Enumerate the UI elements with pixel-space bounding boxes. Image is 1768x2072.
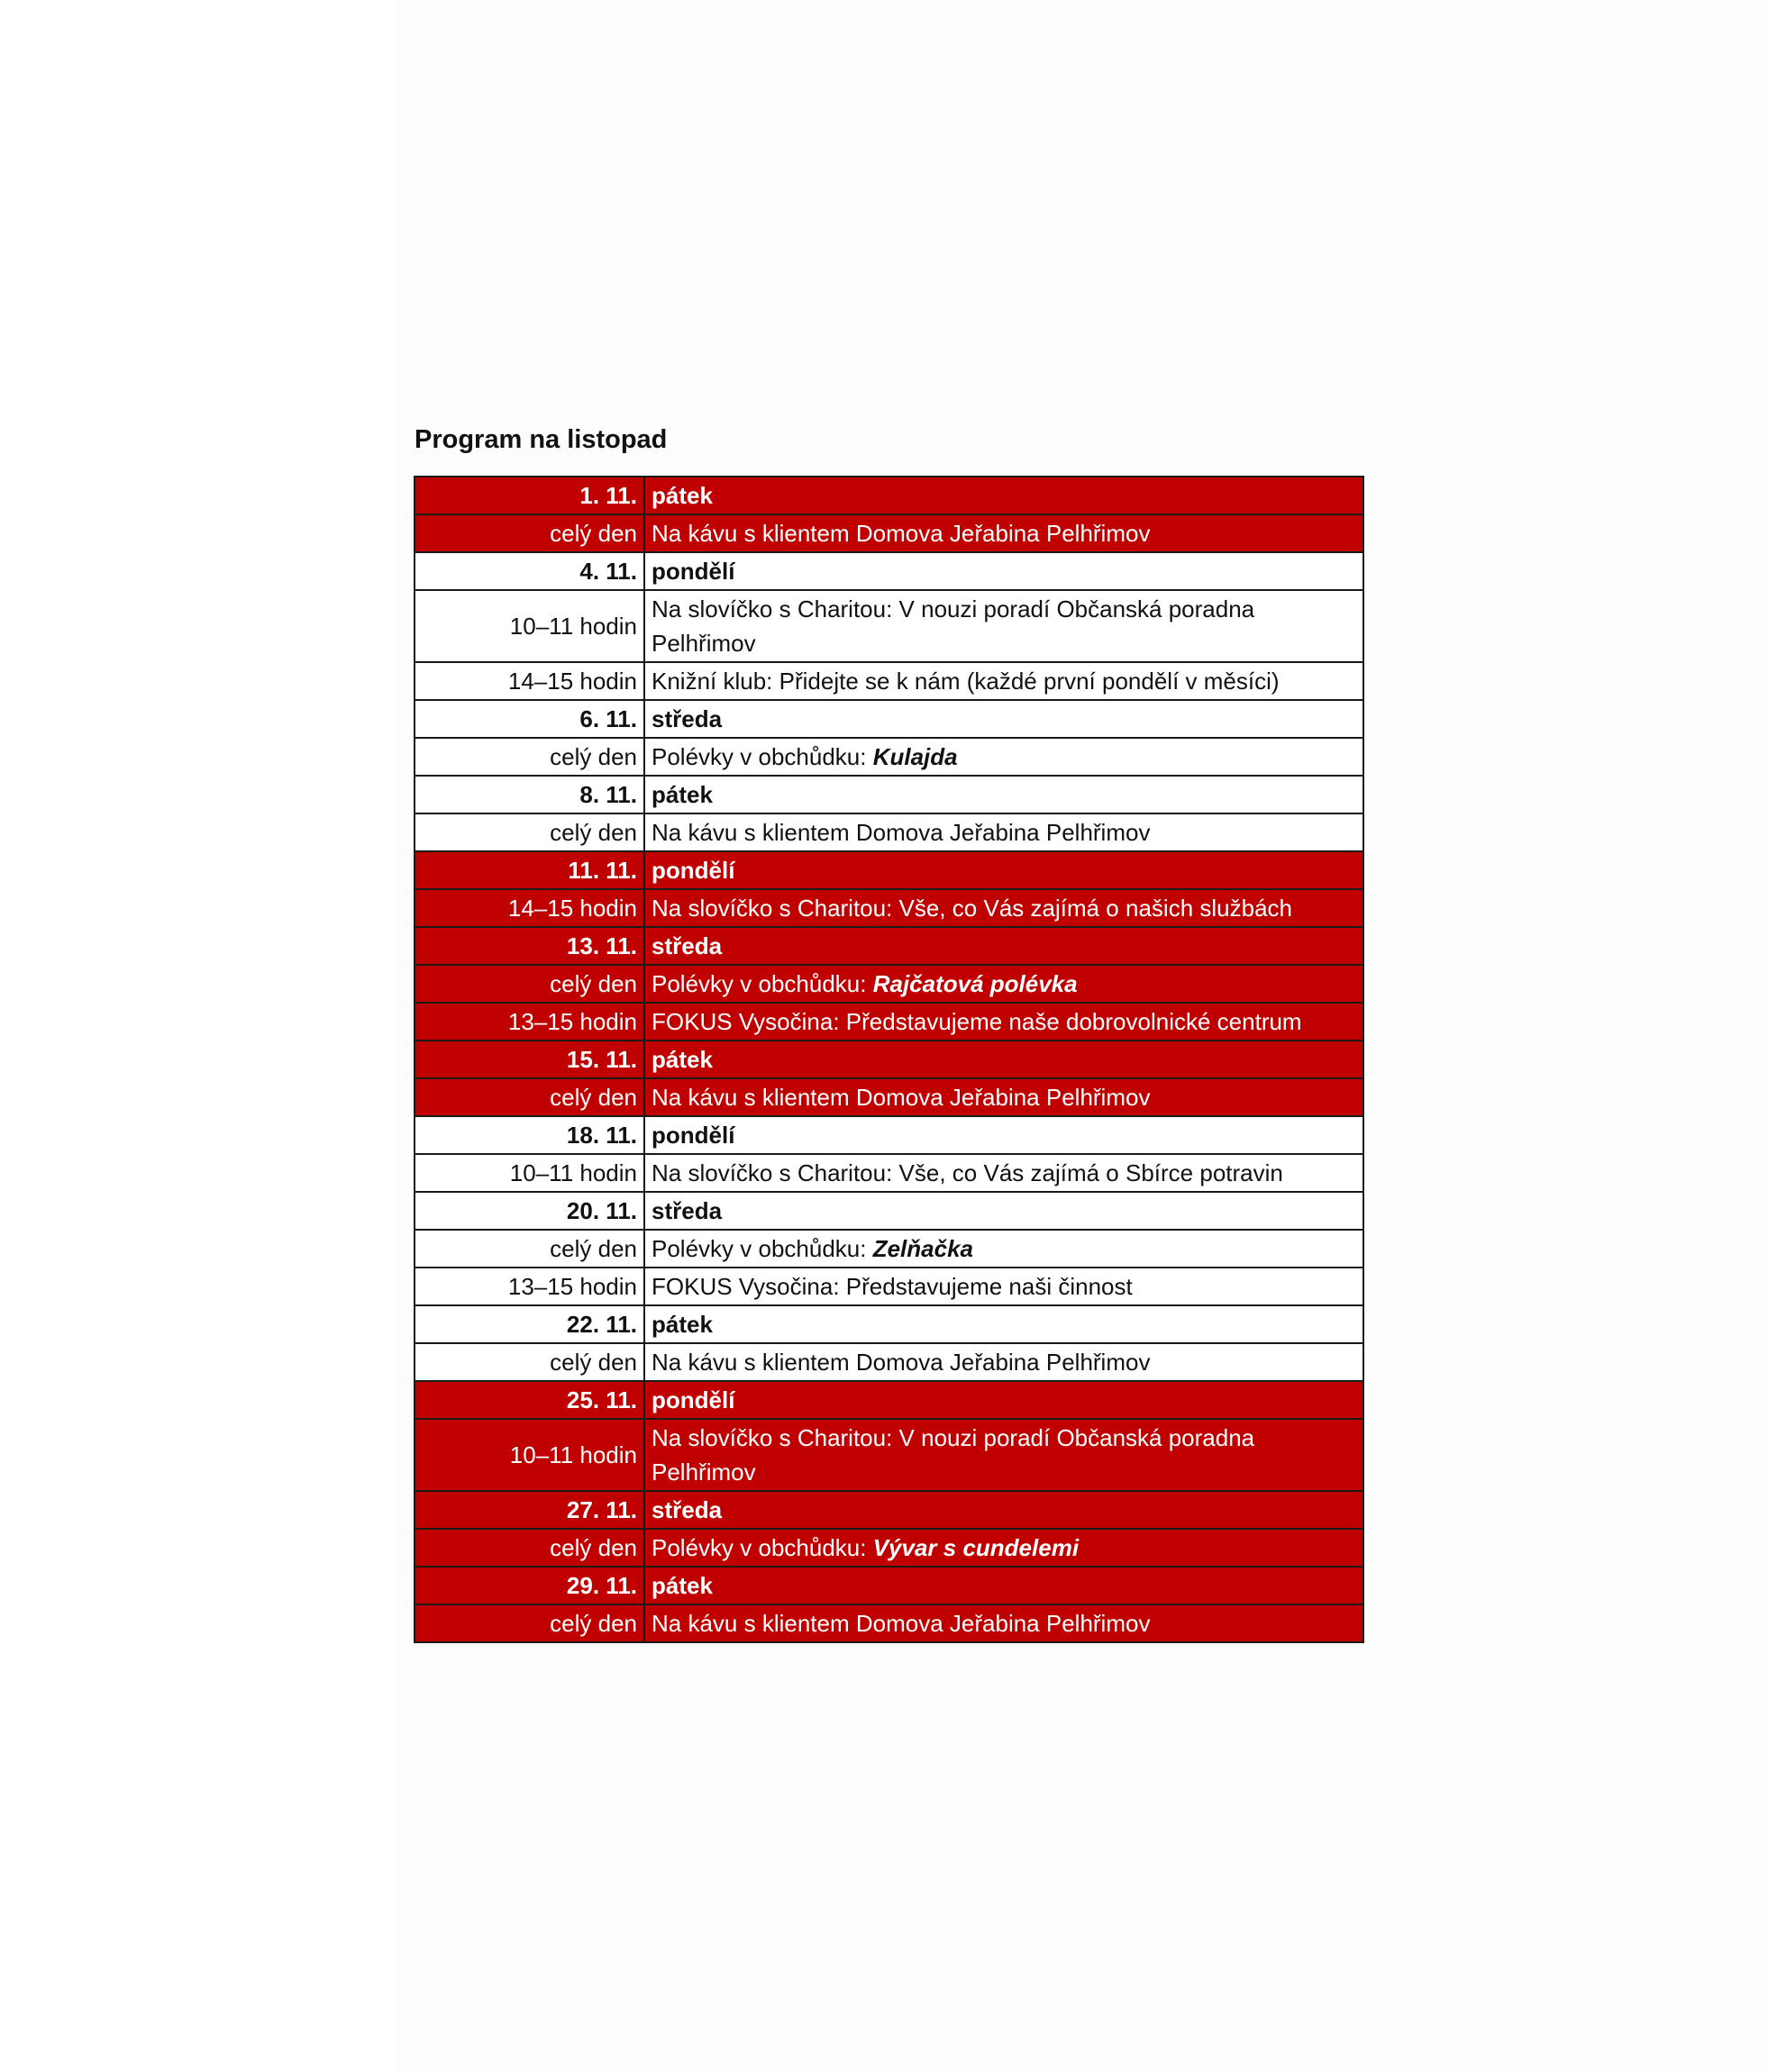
- date-cell: 4. 11.: [415, 552, 644, 590]
- event-cell: Na kávu s klientem Domova Jeřabina Pelhřimov: [644, 1078, 1363, 1116]
- event-row: [415, 1604, 1363, 1642]
- date-row: [415, 552, 1363, 590]
- event-row: [415, 738, 1363, 776]
- soup-name: Zelňačka: [872, 1235, 973, 1262]
- event-row: [415, 1003, 1363, 1041]
- date-cell: 15. 11.: [415, 1041, 644, 1078]
- program-table-body: [415, 477, 1363, 1642]
- weekday-cell: pátek: [644, 1567, 1363, 1604]
- weekday-cell: pondělí: [644, 1116, 1363, 1154]
- date-row: [415, 1041, 1363, 1078]
- date-cell: 25. 11.: [415, 1381, 644, 1419]
- weekday-cell: pátek: [644, 1041, 1363, 1078]
- event-cell: Na kávu s klientem Domova Jeřabina Pelhřimov: [644, 1604, 1363, 1642]
- event-cell: Na slovíčko s Charitou: Vše, co Vás zajímá o Sbírce potravin: [644, 1154, 1363, 1192]
- event-cell: Na kávu s klientem Domova Jeřabina Pelhřimov: [644, 514, 1363, 552]
- event-cell: Na kávu s klientem Domova Jeřabina Pelhřimov: [644, 813, 1363, 851]
- event-cell: [644, 1230, 1363, 1268]
- event-row: [415, 813, 1363, 851]
- event-row: [415, 1419, 1363, 1491]
- date-row: [415, 700, 1363, 738]
- date-cell: 18. 11.: [415, 1116, 644, 1154]
- event-row: [415, 965, 1363, 1003]
- time-cell: 13–15 hodin: [415, 1003, 644, 1041]
- event-cell: Knižní klub: Přidejte se k nám (každé první pondělí v měsíci): [644, 662, 1363, 700]
- event-cell: Na slovíčko s Charitou: Vše, co Vás zajímá o našich službách: [644, 889, 1363, 927]
- event-row: [415, 889, 1363, 927]
- soup-name: Vývar s cundelemi: [872, 1534, 1080, 1561]
- event-row: [415, 1529, 1363, 1567]
- date-row: [415, 851, 1363, 889]
- event-row: [415, 1078, 1363, 1116]
- event-cell: [644, 738, 1363, 776]
- program-table: [414, 476, 1364, 1643]
- weekday-cell: středa: [644, 1192, 1363, 1230]
- date-cell: 8. 11.: [415, 776, 644, 813]
- event-row: [415, 1343, 1363, 1381]
- event-text: Polévky v obchůdku:: [652, 1235, 873, 1262]
- event-cell: Na kávu s klientem Domova Jeřabina Pelhřimov: [644, 1343, 1363, 1381]
- time-cell: 10–11 hodin: [415, 590, 644, 662]
- time-cell: celý den: [415, 965, 644, 1003]
- time-cell: 10–11 hodin: [415, 1419, 644, 1491]
- event-row: [415, 1268, 1363, 1305]
- date-cell: 11. 11.: [415, 851, 644, 889]
- date-row: [415, 1567, 1363, 1604]
- weekday-cell: středa: [644, 1491, 1363, 1529]
- event-row: [415, 1154, 1363, 1192]
- weekday-cell: pátek: [644, 477, 1363, 514]
- time-cell: celý den: [415, 813, 644, 851]
- weekday-cell: pondělí: [644, 851, 1363, 889]
- date-cell: 20. 11.: [415, 1192, 644, 1230]
- date-row: [415, 1192, 1363, 1230]
- document: [414, 422, 1362, 1643]
- event-cell: [644, 965, 1363, 1003]
- event-cell: [644, 1529, 1363, 1567]
- event-text: Polévky v obchůdku:: [652, 1534, 873, 1561]
- soup-name: Kulajda: [872, 743, 958, 770]
- weekday-cell: pátek: [644, 1305, 1363, 1343]
- event-row: [415, 662, 1363, 700]
- time-cell: celý den: [415, 1230, 644, 1268]
- date-row: [415, 1381, 1363, 1419]
- weekday-cell: pátek: [644, 776, 1363, 813]
- date-row: [415, 776, 1363, 813]
- event-row: [415, 590, 1363, 662]
- weekday-cell: středa: [644, 927, 1363, 965]
- time-cell: 13–15 hodin: [415, 1268, 644, 1305]
- time-cell: celý den: [415, 1343, 644, 1381]
- time-cell: celý den: [415, 738, 644, 776]
- date-cell: 29. 11.: [415, 1567, 644, 1604]
- event-row: [415, 514, 1363, 552]
- weekday-cell: středa: [644, 700, 1363, 738]
- date-row: [415, 1491, 1363, 1529]
- time-cell: celý den: [415, 1604, 644, 1642]
- weekday-cell: pondělí: [644, 552, 1363, 590]
- date-cell: 6. 11.: [415, 700, 644, 738]
- date-cell: 13. 11.: [415, 927, 644, 965]
- time-cell: celý den: [415, 1529, 644, 1567]
- date-row: [415, 477, 1363, 514]
- time-cell: celý den: [415, 1078, 644, 1116]
- date-cell: 1. 11.: [415, 477, 644, 514]
- date-row: [415, 1305, 1363, 1343]
- event-text: Polévky v obchůdku:: [652, 970, 873, 997]
- event-cell: Na slovíčko s Charitou: V nouzi poradí Občanská poradna Pelhřimov: [644, 1419, 1363, 1491]
- date-row: [415, 927, 1363, 965]
- date-cell: 27. 11.: [415, 1491, 644, 1529]
- event-cell: FOKUS Vysočina: Představujeme naše dobrovolnické centrum: [644, 1003, 1363, 1041]
- weekday-cell: pondělí: [644, 1381, 1363, 1419]
- time-cell: 10–11 hodin: [415, 1154, 644, 1192]
- time-cell: 14–15 hodin: [415, 889, 644, 927]
- date-cell: 22. 11.: [415, 1305, 644, 1343]
- event-cell: FOKUS Vysočina: Představujeme naši činnost: [644, 1268, 1363, 1305]
- time-cell: 14–15 hodin: [415, 662, 644, 700]
- soup-name: Rajčatová polévka: [872, 970, 1078, 997]
- event-row: [415, 1230, 1363, 1268]
- time-cell: celý den: [415, 514, 644, 552]
- date-row: [415, 1116, 1363, 1154]
- event-cell: Na slovíčko s Charitou: V nouzi poradí Občanská poradna Pelhřimov: [644, 590, 1363, 662]
- page-title: Program na listopad: [415, 425, 668, 454]
- event-text: Polévky v obchůdku:: [652, 743, 873, 770]
